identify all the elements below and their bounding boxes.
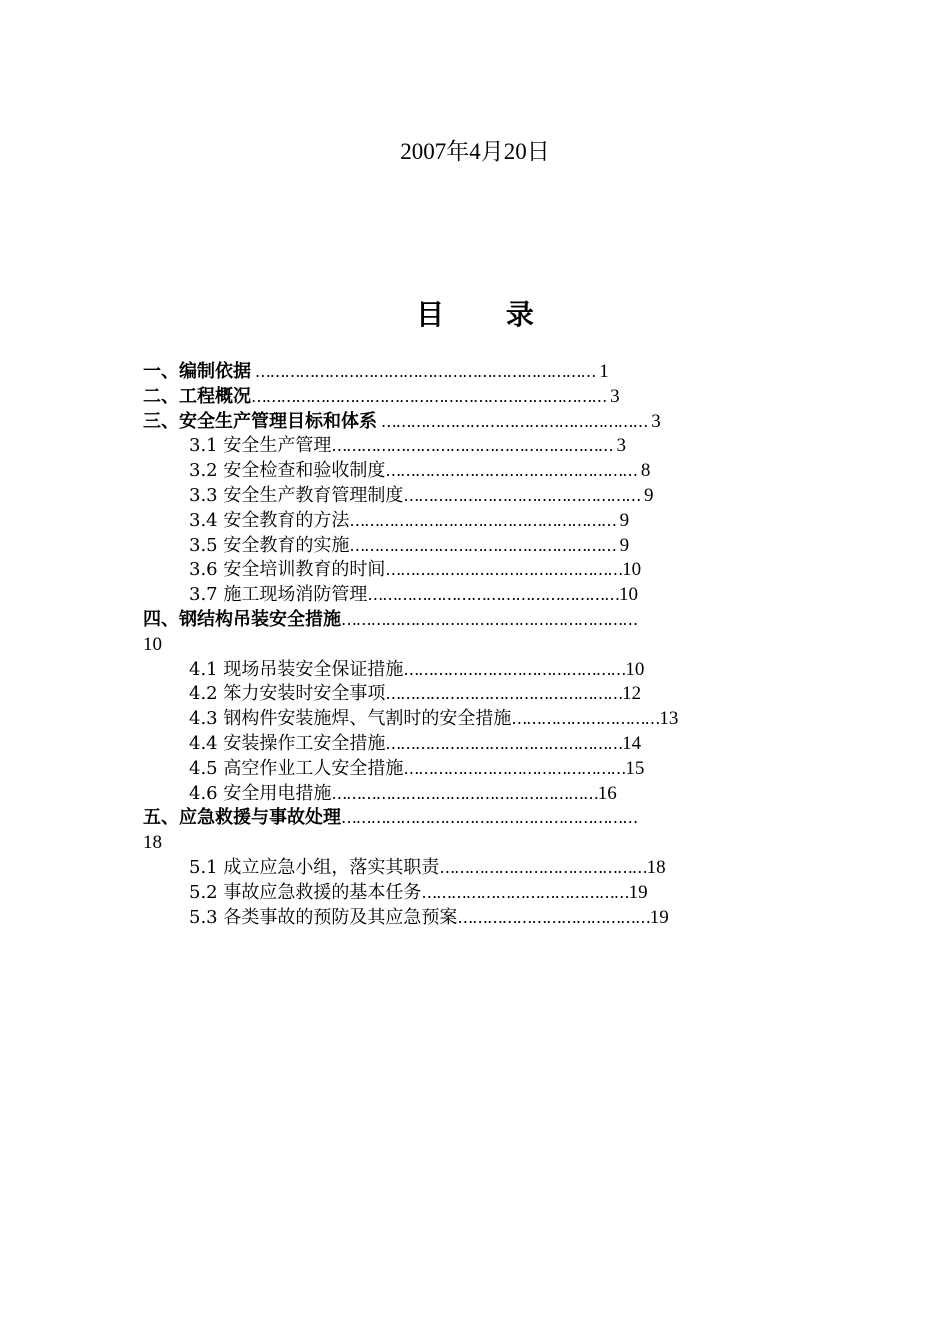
toc-entry[interactable] bbox=[143, 707, 813, 732]
toc-entry-text: 3.1 安全生产管理 bbox=[189, 435, 332, 457]
toc-entry[interactable] bbox=[143, 757, 813, 782]
toc-entry-text: 三、安全生产管理目标和体系 bbox=[143, 410, 377, 432]
toc-page-number: 10 bbox=[625, 658, 645, 680]
toc-leader-dots: ……………………………………… bbox=[403, 758, 626, 778]
toc-entry[interactable] bbox=[143, 806, 813, 831]
toc-page-number: 12 bbox=[622, 683, 642, 705]
toc-entry-text: 5.2 事故应急救援的基本任务 bbox=[189, 881, 422, 903]
toc-page-number: 3 bbox=[616, 435, 626, 457]
toc-entry[interactable] bbox=[143, 385, 813, 410]
toc-entry[interactable] bbox=[143, 484, 813, 509]
toc-entry-text: 3.7 施工现场消防管理 bbox=[189, 584, 368, 606]
toc-page-number: 3 bbox=[610, 385, 620, 407]
toc-leader-dots: ……………………………………………… bbox=[331, 783, 598, 803]
toc-leader-dots: ……………………………………… bbox=[403, 659, 626, 679]
toc-entry[interactable] bbox=[143, 434, 813, 459]
toc-leader-dots: …………………………………………………… bbox=[341, 609, 638, 629]
toc-entry-text: 5.1 成立应急小组，落实其职责 bbox=[189, 856, 440, 878]
toc-page-number: 10 bbox=[143, 633, 162, 655]
toc-entry-text: 3.5 安全教育的实施 bbox=[189, 534, 350, 556]
toc-leader-dots: ………………………………………… bbox=[403, 485, 645, 505]
toc-entry-text: 二、工程概况 bbox=[143, 385, 251, 407]
toc-entry-text: 5.3 各类事故的预防及其应急预案 bbox=[189, 906, 458, 928]
toc-page-number: 19 bbox=[649, 906, 669, 928]
toc-leader-dots: ………………………… bbox=[511, 709, 660, 729]
toc-entry-text: 四、钢结构吊装安全措施 bbox=[143, 608, 341, 630]
toc-leader-dots: …………………………………… bbox=[421, 882, 629, 902]
toc-leader-dots: ……………………………………………… bbox=[349, 535, 620, 555]
toc-entry-text: 3.6 安全培训教育的时间 bbox=[189, 559, 386, 581]
toc-entry[interactable] bbox=[143, 732, 813, 757]
toc-page-number: 16 bbox=[597, 782, 617, 804]
toc-entry-text: 4.5 高空作业工人安全措施 bbox=[189, 757, 404, 779]
toc-entry[interactable] bbox=[143, 583, 813, 608]
toc-page-number: 10 bbox=[618, 584, 638, 606]
toc-entry-text: 4.1 现场吊装安全保证措施 bbox=[189, 658, 404, 680]
toc-entry[interactable] bbox=[143, 906, 813, 931]
toc-entry[interactable] bbox=[143, 534, 813, 559]
toc-title: 目 录 bbox=[416, 298, 560, 331]
toc-entry-text: 4.3 钢构件安装施焊、气割时的安全措施 bbox=[189, 708, 512, 730]
toc-leader-dots: ………………………………… bbox=[457, 907, 650, 927]
toc-entry[interactable] bbox=[143, 658, 813, 683]
toc-page-number: 10 bbox=[622, 559, 642, 581]
toc-page-number: 1 bbox=[599, 361, 609, 382]
toc-entry[interactable] bbox=[143, 782, 813, 807]
toc-entry[interactable] bbox=[143, 558, 813, 583]
toc-entry[interactable] bbox=[143, 608, 813, 633]
toc-entry[interactable] bbox=[143, 360, 813, 385]
toc-entry-text: 3.4 安全教育的方法 bbox=[189, 509, 350, 531]
toc-leader-dots: ………………………………………… bbox=[385, 560, 623, 580]
toc-entry[interactable] bbox=[143, 881, 813, 906]
toc-page-number: 3 bbox=[651, 410, 661, 432]
toc-page-number: 13 bbox=[659, 708, 679, 730]
toc-entry[interactable] bbox=[143, 410, 813, 435]
toc-leader-dots: ……………………………………………… bbox=[349, 510, 620, 530]
toc-entry-text: 4.4 安装操作工安全措施 bbox=[189, 732, 386, 754]
toc-entry-text: 4.6 安全用电措施 bbox=[189, 782, 332, 804]
toc-entry[interactable] bbox=[143, 856, 813, 881]
toc-page-number: 19 bbox=[628, 881, 648, 903]
toc-entry-text: 五、应急救援与事故处理 bbox=[143, 807, 341, 829]
toc-leader-dots: …………………………………………………………… bbox=[251, 362, 600, 381]
toc-page-number: 14 bbox=[622, 732, 642, 754]
toc-page-number: 8 bbox=[640, 460, 651, 482]
toc-page-number: 18 bbox=[143, 832, 162, 854]
toc-leader-dots: …………………………………………… bbox=[367, 585, 619, 605]
toc-page-number: 9 bbox=[619, 534, 630, 556]
toc-leader-dots: …………………………………………………… bbox=[341, 808, 638, 828]
toc-page-number: 9 bbox=[619, 509, 630, 531]
toc-entry[interactable] bbox=[143, 509, 813, 534]
toc-entry-text: 一、编制依据 bbox=[143, 361, 251, 382]
toc-entry-text: 4.2 笨力安装时安全事项 bbox=[189, 683, 386, 705]
toc-page-number: 9 bbox=[644, 484, 654, 506]
toc-leader-dots: ………………………………………………… bbox=[331, 436, 617, 456]
toc-leader-dots: ……………………………………………… bbox=[377, 411, 652, 431]
toc-page-number: 15 bbox=[625, 757, 645, 779]
toc-entry-text: 3.2 安全检查和验收制度 bbox=[189, 460, 386, 482]
toc-leader-dots: …………………………………… bbox=[439, 857, 647, 877]
toc-leader-dots: ………………………………………… bbox=[385, 733, 623, 753]
toc-leader-dots: ………………………………………… bbox=[385, 684, 623, 704]
table-of-contents bbox=[143, 360, 813, 930]
toc-page-number: 18 bbox=[646, 856, 666, 878]
toc-entry-text: 3.3 安全生产教育管理制度 bbox=[189, 484, 404, 506]
toc-entry[interactable] bbox=[143, 459, 813, 484]
toc-leader-dots: …………………………………………… bbox=[385, 461, 641, 481]
toc-leader-dots: ……………………………………………………………… bbox=[251, 386, 611, 406]
toc-entry[interactable] bbox=[143, 682, 813, 707]
document-date: 2007年4月20日 bbox=[400, 139, 550, 164]
